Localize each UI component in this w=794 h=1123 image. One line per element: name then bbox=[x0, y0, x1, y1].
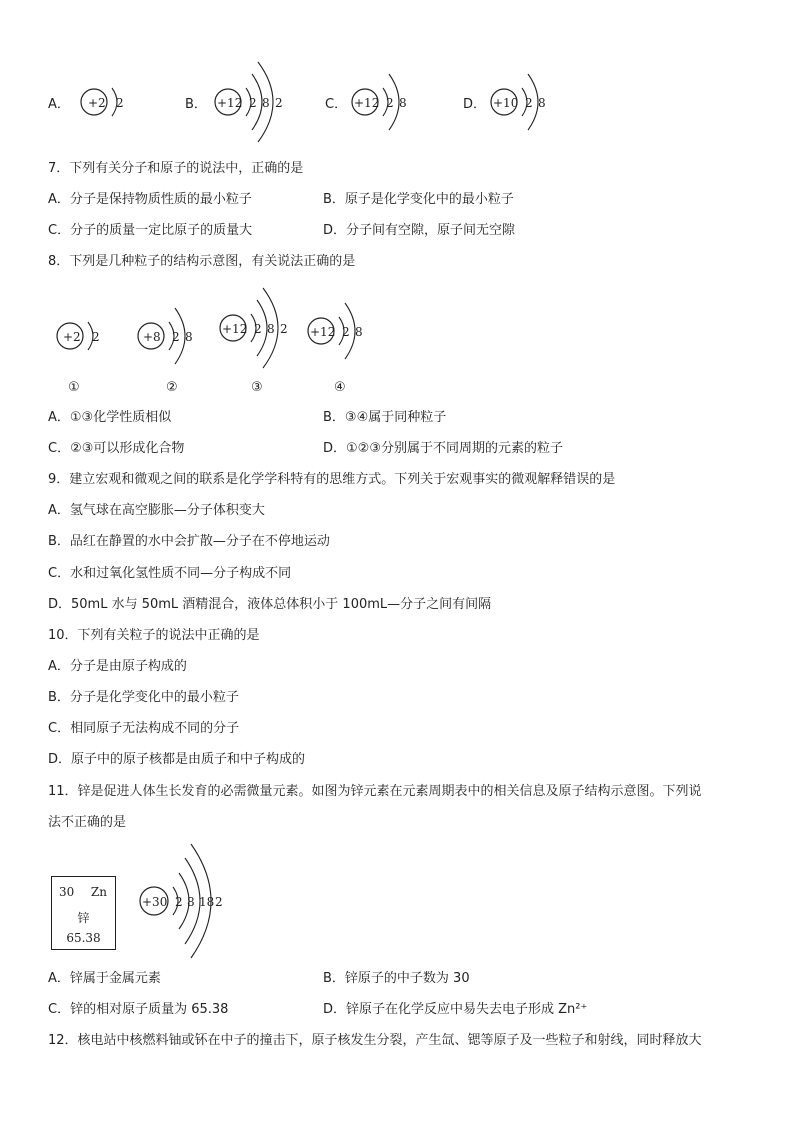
zinc-shell-4: 2 bbox=[215, 895, 223, 909]
q6-option-b-shell-1: 2 bbox=[249, 96, 257, 110]
zinc-shell-2: 8 bbox=[187, 895, 195, 909]
q6-option-c-letter: C． bbox=[325, 97, 348, 112]
zinc-atom-diagram bbox=[138, 842, 238, 964]
q6-option-b-shell-2: 8 bbox=[262, 96, 270, 110]
q8-label-1: ① bbox=[68, 380, 80, 395]
element-card bbox=[51, 876, 116, 950]
zinc-nucleus: +30 bbox=[142, 895, 168, 909]
zinc-shell-3: 18 bbox=[199, 895, 215, 909]
q10-option-d: D．原子中的原子核都是由质子和中子构成的 bbox=[48, 752, 306, 767]
q9-option-d: D．50mL 水与 50mL 酒精混合，液体总体积小于 100mL—分子之间有间隔 bbox=[48, 597, 492, 612]
q6-option-d-diagram bbox=[489, 70, 559, 140]
q10-stem: 10．下列有关粒子的说法中正确的是 bbox=[48, 628, 260, 643]
q6-option-a-shell-1: 2 bbox=[116, 96, 124, 110]
q8-diagram-4-shell-1: 2 bbox=[342, 325, 350, 339]
q6-option-c-shell-1: 2 bbox=[386, 96, 394, 110]
q6-option-c-diagram bbox=[350, 70, 420, 140]
q8-diagram-2 bbox=[136, 303, 206, 373]
q8-diagram-3-shell-3: 2 bbox=[280, 322, 288, 336]
q8-diagram-4-nucleus: +12 bbox=[310, 325, 336, 339]
q8-diagram-1-shell-1: 2 bbox=[92, 330, 100, 344]
q8-diagram-1 bbox=[55, 316, 115, 364]
q6-option-d-shell-1: 2 bbox=[525, 96, 533, 110]
q8-label-2: ② bbox=[166, 380, 178, 395]
q8-diagram-3-shell-1: 2 bbox=[254, 322, 262, 336]
q9-option-a: A．氢气球在高空膨胀—分子体积变大 bbox=[48, 503, 265, 518]
q6-option-b-letter: B． bbox=[185, 97, 207, 112]
q11-option-b: B．锌原子的中子数为 30 bbox=[323, 971, 470, 986]
q8-stem: 8．下列是几种粒子的结构示意图，有关说法正确的是 bbox=[48, 254, 356, 269]
q6-option-d-shell-2: 8 bbox=[538, 96, 546, 110]
element-name: 锌 bbox=[77, 911, 90, 925]
q8-diagram-3-shell-2: 8 bbox=[267, 322, 275, 336]
zinc-shell-1: 2 bbox=[175, 895, 183, 909]
element-atomic-number: 30 bbox=[59, 885, 75, 899]
q8-diagram-4 bbox=[306, 298, 376, 368]
q11-option-d: D．锌原子在化学反应中易失去电子形成 Zn²⁺ bbox=[323, 1002, 588, 1017]
q8-diagram-3 bbox=[217, 288, 297, 374]
q6-option-d-letter: D． bbox=[463, 97, 487, 112]
q8-label-4: ④ bbox=[334, 380, 346, 395]
q8-diagram-2-shell-2: 8 bbox=[185, 330, 193, 344]
q8-diagram-3-nucleus: +12 bbox=[222, 322, 248, 336]
q8-diagram-1-nucleus: +2 bbox=[63, 330, 81, 344]
q8-option-a: A．①③化学性质相似 bbox=[48, 410, 172, 425]
q8-option-d: D．①②③分别属于不同周期的元素的粒子 bbox=[323, 441, 563, 456]
q7-option-c: C．分子的质量一定比原子的质量大 bbox=[48, 223, 253, 238]
q10-option-b: B．分子是化学变化中的最小粒子 bbox=[48, 690, 239, 705]
q11-option-c: C．锌的相对原子质量为 65.38 bbox=[48, 1002, 229, 1017]
q6-option-c-nucleus: +12 bbox=[354, 96, 380, 110]
q7-option-d: D．分子间有空隙，原子间无空隙 bbox=[323, 223, 516, 238]
element-symbol: Zn bbox=[90, 885, 107, 899]
element-atomic-mass: 65.38 bbox=[66, 931, 101, 945]
q8-diagram-4-shell-2: 8 bbox=[355, 325, 363, 339]
q11-stem-line-2: 法不正确的是 bbox=[48, 815, 127, 830]
q8-option-c: C．②③可以形成化合物 bbox=[48, 441, 185, 456]
q8-label-3: ③ bbox=[251, 380, 263, 395]
q10-option-a: A．分子是由原子构成的 bbox=[48, 659, 187, 674]
q6-option-a-letter: A． bbox=[48, 97, 70, 112]
q9-option-b: B．品红在静置的水中会扩散—分子在不停地运动 bbox=[48, 534, 330, 549]
q9-stem: 9．建立宏观和微观之间的联系是化学学科特有的思维方式。下列关于宏观事实的微观解释错误的是 bbox=[48, 472, 616, 487]
q9-option-c: C．水和过氧化氢性质不同—分子构成不同 bbox=[48, 566, 292, 581]
q6-option-c-shell-2: 8 bbox=[399, 96, 407, 110]
q6-option-a-nucleus: +2 bbox=[88, 96, 106, 110]
q7-stem: 7．下列有关分子和原子的说法中，正确的是 bbox=[48, 161, 304, 176]
q7-option-a: A．分子是保持物质性质的最小粒子 bbox=[48, 192, 252, 207]
q6-option-b-nucleus: +12 bbox=[217, 96, 243, 110]
q8-diagram-2-nucleus: +8 bbox=[143, 330, 161, 344]
q8-diagram-2-shell-1: 2 bbox=[172, 330, 180, 344]
q11-option-a: A．锌属于金属元素 bbox=[48, 971, 161, 986]
q6-option-a-diagram bbox=[80, 80, 140, 128]
q12-stem: 12．核电站中核燃料铀或钚在中子的撞击下，原子核发生分裂，产生氙、锶等原子及一些粒子和射线，同时释放大 bbox=[48, 1033, 702, 1048]
q11-stem-line-1: 11．锌是促进人体生长发育的必需微量元素。如图为锌元素在元素周期表中的相关信息及原子结构示意图。下列说 bbox=[48, 784, 702, 799]
q10-option-c: C．相同原子无法构成不同的分子 bbox=[48, 721, 240, 736]
q7-option-b: B．原子是化学变化中的最小粒子 bbox=[323, 192, 514, 207]
q8-option-b: B．③④属于同种粒子 bbox=[323, 410, 447, 425]
q6-option-b-shell-3: 2 bbox=[275, 96, 283, 110]
q6-option-b-diagram bbox=[212, 62, 292, 148]
q6-option-d-nucleus: +10 bbox=[493, 96, 519, 110]
